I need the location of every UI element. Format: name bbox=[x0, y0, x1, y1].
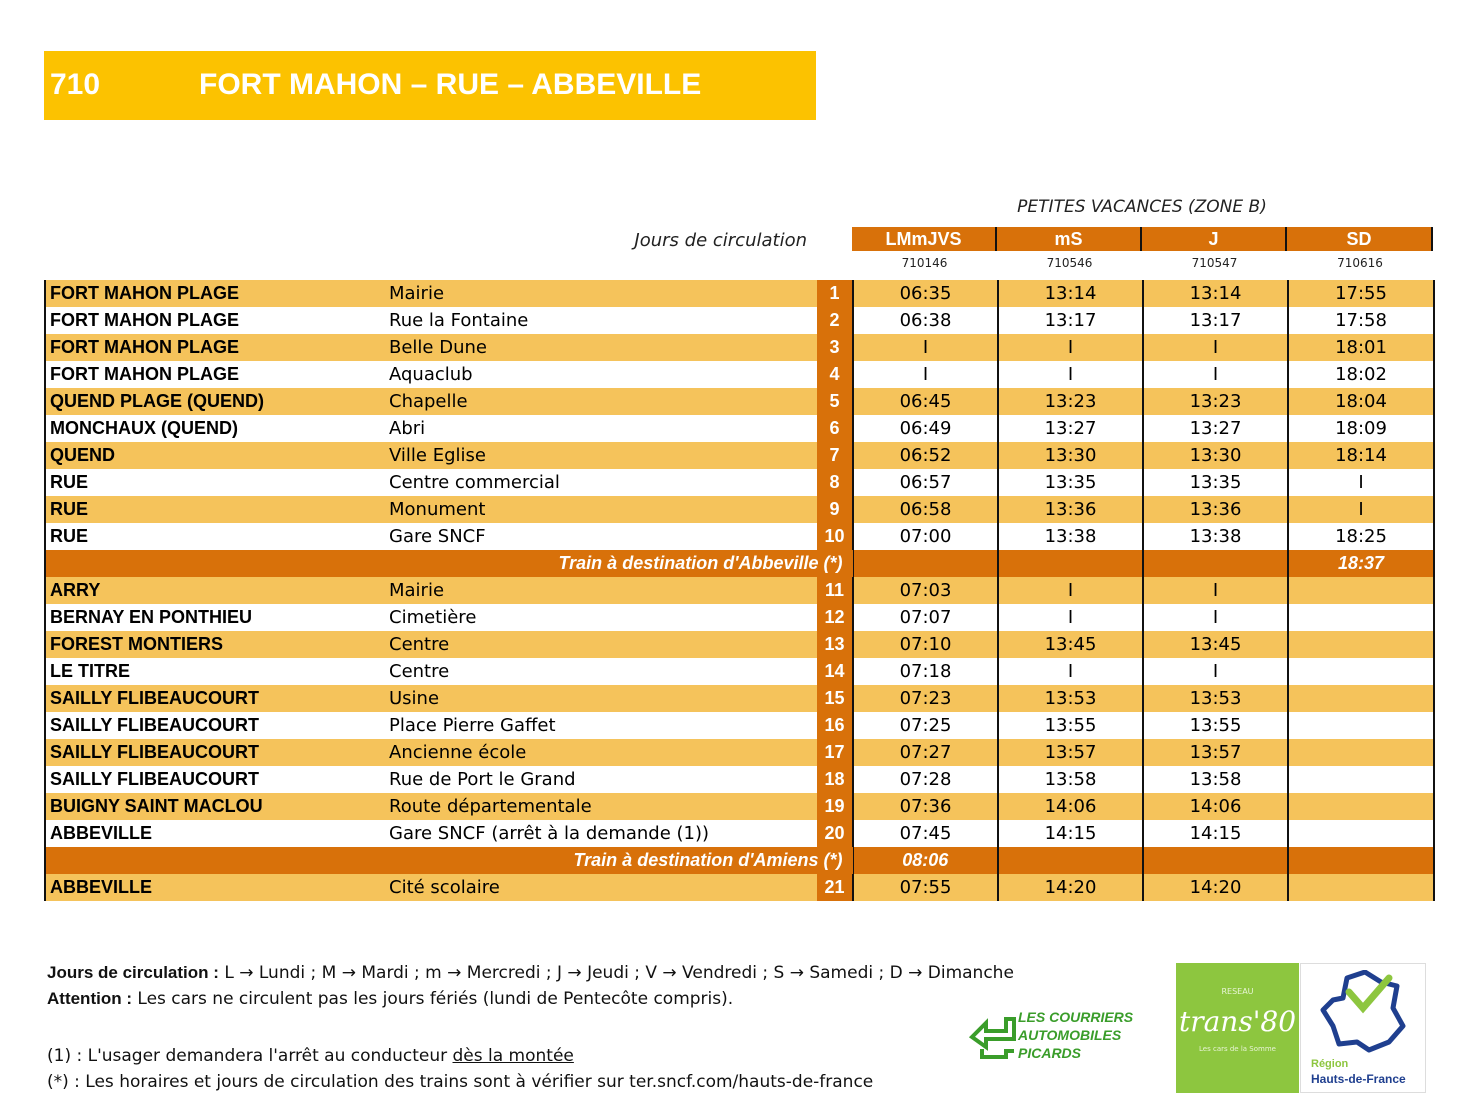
days-legend-text: L → Lundi ; M → Mardi ; m → Mercredi ; J → Jeudi ; V → Vendredi ; S → Samedi ; D → Dimanche bbox=[224, 963, 1014, 983]
commune-name: FORT MAHON PLAGE bbox=[45, 361, 387, 388]
departure-time: 07:00 bbox=[853, 523, 998, 550]
commune-name: ARRY bbox=[45, 577, 387, 604]
departure-time: I bbox=[998, 658, 1143, 685]
commune-name: FORT MAHON PLAGE bbox=[45, 334, 387, 361]
days-legend bbox=[47, 963, 1014, 983]
commune-name: QUEND PLAGE (QUEND) bbox=[45, 388, 387, 415]
trans80-tagline: Les cars de la Somme bbox=[1199, 1045, 1276, 1053]
departure-time: 07:36 bbox=[853, 793, 998, 820]
departure-time: 13:38 bbox=[1143, 523, 1288, 550]
departure-time: I bbox=[853, 334, 998, 361]
column-trip-code: 710146 bbox=[901, 256, 948, 270]
departure-time: 07:07 bbox=[853, 604, 998, 631]
stop-number: 11 bbox=[817, 577, 853, 604]
footnote-1-underline: dès la montée bbox=[452, 1046, 574, 1066]
departure-time: 07:10 bbox=[853, 631, 998, 658]
departure-time: 14:15 bbox=[998, 820, 1143, 847]
departure-time: I bbox=[1143, 604, 1288, 631]
departure-time bbox=[1288, 604, 1434, 631]
stop-number: 13 bbox=[817, 631, 853, 658]
departure-time bbox=[1288, 712, 1434, 739]
trans80-network: RESEAU bbox=[1221, 987, 1254, 996]
footnote-1 bbox=[47, 1046, 574, 1066]
departure-time: 13:14 bbox=[998, 280, 1143, 307]
stop-number: 9 bbox=[817, 496, 853, 523]
commune-name: ABBEVILLE bbox=[45, 874, 387, 901]
departure-time bbox=[1288, 820, 1434, 847]
departure-time: 06:35 bbox=[853, 280, 998, 307]
stop-number: 14 bbox=[817, 658, 853, 685]
departure-time: 07:03 bbox=[853, 577, 998, 604]
table-row bbox=[45, 685, 1434, 712]
departure-time: 18:25 bbox=[1288, 523, 1434, 550]
stop-name: Chapelle bbox=[387, 388, 817, 415]
stop-name: Ancienne école bbox=[387, 739, 817, 766]
table-row bbox=[45, 307, 1434, 334]
departure-time: 06:52 bbox=[853, 442, 998, 469]
stop-name: Cimetière bbox=[387, 604, 817, 631]
departure-time: 14:06 bbox=[998, 793, 1143, 820]
departure-time bbox=[1288, 631, 1434, 658]
departure-time: 18:01 bbox=[1288, 334, 1434, 361]
departure-time bbox=[853, 550, 998, 577]
departure-time: 13:17 bbox=[1143, 307, 1288, 334]
stop-name: Centre bbox=[387, 631, 817, 658]
departure-time: 07:18 bbox=[853, 658, 998, 685]
stop-number: 5 bbox=[817, 388, 853, 415]
stop-number: 19 bbox=[817, 793, 853, 820]
departure-time: 07:27 bbox=[853, 739, 998, 766]
train-connection-label: Train à destination d'Abbeville (*) bbox=[45, 550, 853, 577]
stop-name: Usine bbox=[387, 685, 817, 712]
departure-time: I bbox=[1288, 469, 1434, 496]
departure-time: 13:58 bbox=[998, 766, 1143, 793]
departure-time: 13:27 bbox=[998, 415, 1143, 442]
departure-time: I bbox=[1143, 577, 1288, 604]
departure-time bbox=[998, 550, 1143, 577]
column-days-header: J bbox=[1142, 227, 1287, 251]
departure-time: 13:45 bbox=[998, 631, 1143, 658]
stop-name: Route départementale bbox=[387, 793, 817, 820]
stop-number: 12 bbox=[817, 604, 853, 631]
table-row bbox=[45, 766, 1434, 793]
stop-name: Abri bbox=[387, 415, 817, 442]
trans80-logo bbox=[1176, 963, 1299, 1093]
stop-name: Belle Dune bbox=[387, 334, 817, 361]
table-row bbox=[45, 388, 1434, 415]
departure-time: 13:35 bbox=[1143, 469, 1288, 496]
departure-time: 14:20 bbox=[998, 874, 1143, 901]
commune-name: RUE bbox=[45, 496, 387, 523]
departure-time: I bbox=[853, 361, 998, 388]
departure-time: 13:27 bbox=[1143, 415, 1288, 442]
table-row bbox=[45, 496, 1434, 523]
column-days-header: LMmJVS bbox=[852, 227, 997, 251]
departure-time: I bbox=[998, 604, 1143, 631]
departure-time: 06:49 bbox=[853, 415, 998, 442]
stop-name: Rue de Port le Grand bbox=[387, 766, 817, 793]
departure-time: 13:36 bbox=[1143, 496, 1288, 523]
commune-name: QUEND bbox=[45, 442, 387, 469]
attention-text: Les cars ne circulent pas les jours fériés (lundi de Pentecôte compris). bbox=[137, 989, 734, 1009]
departure-time: 07:55 bbox=[853, 874, 998, 901]
departure-time: I bbox=[1143, 658, 1288, 685]
departure-time: 06:38 bbox=[853, 307, 998, 334]
stop-name: Mairie bbox=[387, 577, 817, 604]
departure-time: 13:53 bbox=[998, 685, 1143, 712]
column-trip-code: 710616 bbox=[1337, 256, 1383, 270]
footnote-2: (*) : Les horaires et jours de circulation des trains sont à vérifier sur ter.sncf.com/hauts-de-france bbox=[47, 1072, 874, 1092]
days-label: Jours de circulation bbox=[634, 230, 807, 251]
departure-time: 14:20 bbox=[1143, 874, 1288, 901]
commune-name: LE TITRE bbox=[45, 658, 387, 685]
departure-time: 18:14 bbox=[1288, 442, 1434, 469]
departure-time: 13:23 bbox=[998, 388, 1143, 415]
lcap-arrows-icon bbox=[962, 1007, 1022, 1063]
table-row bbox=[45, 577, 1434, 604]
stop-name: Centre bbox=[387, 658, 817, 685]
commune-name: SAILLY FLIBEAUCOURT bbox=[45, 712, 387, 739]
departure-time bbox=[1288, 793, 1434, 820]
departure-time bbox=[998, 847, 1143, 874]
departure-time: I bbox=[1143, 361, 1288, 388]
stop-number: 21 bbox=[817, 874, 853, 901]
departure-time: 07:23 bbox=[853, 685, 998, 712]
departure-time bbox=[1288, 766, 1434, 793]
departure-time: 13:30 bbox=[998, 442, 1143, 469]
departure-time: 13:17 bbox=[998, 307, 1143, 334]
departure-time: 14:15 bbox=[1143, 820, 1288, 847]
table-row bbox=[45, 442, 1434, 469]
departure-time: 18:09 bbox=[1288, 415, 1434, 442]
column-trip-code: 710546 bbox=[1046, 256, 1093, 270]
departure-time: 06:57 bbox=[853, 469, 998, 496]
departure-time bbox=[1143, 550, 1288, 577]
departure-time bbox=[1143, 847, 1288, 874]
table-row bbox=[45, 793, 1434, 820]
departure-time bbox=[1288, 847, 1434, 874]
departure-time: 07:45 bbox=[853, 820, 998, 847]
departure-time: 13:30 bbox=[1143, 442, 1288, 469]
commune-name: SAILLY FLIBEAUCOURT bbox=[45, 739, 387, 766]
lcap-line: PICARDS bbox=[1018, 1045, 1082, 1061]
departure-time: 18:37 bbox=[1288, 550, 1434, 577]
departure-time: 13:35 bbox=[998, 469, 1143, 496]
train-connection-label: Train à destination d'Amiens (*) bbox=[45, 847, 853, 874]
stop-name: Ville Eglise bbox=[387, 442, 817, 469]
region-logo bbox=[1300, 963, 1426, 1093]
departure-time: I bbox=[998, 361, 1143, 388]
departure-time: 13:57 bbox=[998, 739, 1143, 766]
stop-name: Gare SNCF bbox=[387, 523, 817, 550]
commune-name: FORT MAHON PLAGE bbox=[45, 307, 387, 334]
commune-name: FORT MAHON PLAGE bbox=[45, 280, 387, 307]
train-connection-row bbox=[45, 550, 1434, 577]
line-number: 710 bbox=[50, 68, 101, 101]
table-row bbox=[45, 739, 1434, 766]
table-row bbox=[45, 631, 1434, 658]
departure-time: 13:14 bbox=[1143, 280, 1288, 307]
stop-name: Aquaclub bbox=[387, 361, 817, 388]
line-name: FORT MAHON – RUE – ABBEVILLE bbox=[199, 68, 702, 101]
attention-title: Attention : bbox=[47, 989, 132, 1008]
stop-number: 16 bbox=[817, 712, 853, 739]
commune-name: SAILLY FLIBEAUCOURT bbox=[45, 766, 387, 793]
departure-time: 07:28 bbox=[853, 766, 998, 793]
commune-name: MONCHAUX (QUEND) bbox=[45, 415, 387, 442]
table-row bbox=[45, 280, 1434, 307]
table-row bbox=[45, 523, 1434, 550]
stop-number: 6 bbox=[817, 415, 853, 442]
table-row bbox=[45, 820, 1434, 847]
commune-name: ABBEVILLE bbox=[45, 820, 387, 847]
column-days-header: mS bbox=[997, 227, 1142, 251]
column-days-header: SD bbox=[1287, 227, 1433, 251]
departure-time: 13:38 bbox=[998, 523, 1143, 550]
stop-number: 15 bbox=[817, 685, 853, 712]
departure-time: 17:55 bbox=[1288, 280, 1434, 307]
stop-name: Rue la Fontaine bbox=[387, 307, 817, 334]
departure-time: I bbox=[1288, 496, 1434, 523]
commune-name: FOREST MONTIERS bbox=[45, 631, 387, 658]
table-row bbox=[45, 874, 1434, 901]
table-row bbox=[45, 712, 1434, 739]
departure-time: 06:58 bbox=[853, 496, 998, 523]
departure-time: 08:06 bbox=[853, 847, 998, 874]
departure-time: 13:36 bbox=[998, 496, 1143, 523]
timetable bbox=[44, 280, 1435, 901]
departure-time: I bbox=[1143, 334, 1288, 361]
trans80-name: trans'80 bbox=[1178, 1005, 1297, 1038]
departure-time: 17:58 bbox=[1288, 307, 1434, 334]
period-label: PETITES VACANCES (ZONE B) bbox=[1017, 197, 1267, 217]
stop-name: Mairie bbox=[387, 280, 817, 307]
commune-name: SAILLY FLIBEAUCOURT bbox=[45, 685, 387, 712]
departure-time bbox=[1288, 685, 1434, 712]
table-row bbox=[45, 658, 1434, 685]
table-row bbox=[45, 361, 1434, 388]
stop-number: 18 bbox=[817, 766, 853, 793]
commune-name: RUE bbox=[45, 469, 387, 496]
table-row bbox=[45, 469, 1434, 496]
region-line2: Hauts-de-France bbox=[1311, 1072, 1406, 1086]
departure-time: I bbox=[998, 334, 1143, 361]
region-line1: Région bbox=[1311, 1058, 1349, 1070]
attention-note bbox=[47, 989, 733, 1009]
departure-time: 13:55 bbox=[1143, 712, 1288, 739]
departure-time: 14:06 bbox=[1143, 793, 1288, 820]
france-map-icon bbox=[1319, 970, 1409, 1056]
train-connection-row bbox=[45, 847, 1434, 874]
departure-time: 13:55 bbox=[998, 712, 1143, 739]
stop-name: Cité scolaire bbox=[387, 874, 817, 901]
stop-number: 2 bbox=[817, 307, 853, 334]
days-legend-title: Jours de circulation : bbox=[47, 963, 219, 982]
lcap-line: LES COURRIERS bbox=[1018, 1009, 1134, 1025]
stop-number: 4 bbox=[817, 361, 853, 388]
footnote-1-text: (1) : L'usager demandera l'arrêt au conducteur bbox=[47, 1046, 453, 1066]
departure-time: 13:58 bbox=[1143, 766, 1288, 793]
departure-time: 13:57 bbox=[1143, 739, 1288, 766]
lcap-logo-text bbox=[1018, 1008, 1133, 1062]
stop-number: 7 bbox=[817, 442, 853, 469]
departure-time: 18:04 bbox=[1288, 388, 1434, 415]
stop-number: 8 bbox=[817, 469, 853, 496]
commune-name: BUIGNY SAINT MACLOU bbox=[45, 793, 387, 820]
column-trip-code: 710547 bbox=[1191, 256, 1238, 270]
departure-time bbox=[1288, 874, 1434, 901]
departure-time: 18:02 bbox=[1288, 361, 1434, 388]
stop-number: 3 bbox=[817, 334, 853, 361]
departure-time: 07:25 bbox=[853, 712, 998, 739]
lcap-line: AUTOMOBILES bbox=[1018, 1027, 1122, 1043]
departure-time: I bbox=[998, 577, 1143, 604]
stop-name: Monument bbox=[387, 496, 817, 523]
departure-time: 13:53 bbox=[1143, 685, 1288, 712]
table-row bbox=[45, 604, 1434, 631]
table-row bbox=[45, 334, 1434, 361]
commune-name: BERNAY EN PONTHIEU bbox=[45, 604, 387, 631]
departure-time: 06:45 bbox=[853, 388, 998, 415]
table-row bbox=[45, 415, 1434, 442]
stop-name: Gare SNCF (arrêt à la demande (1)) bbox=[387, 820, 817, 847]
departure-time bbox=[1288, 658, 1434, 685]
line-title-bar bbox=[44, 51, 816, 120]
stop-number: 17 bbox=[817, 739, 853, 766]
stop-name: Centre commercial bbox=[387, 469, 817, 496]
departure-time bbox=[1288, 739, 1434, 766]
stop-number: 1 bbox=[817, 280, 853, 307]
departure-time: 13:45 bbox=[1143, 631, 1288, 658]
stop-number: 10 bbox=[817, 523, 853, 550]
stop-number: 20 bbox=[817, 820, 853, 847]
commune-name: RUE bbox=[45, 523, 387, 550]
stop-name: Place Pierre Gaffet bbox=[387, 712, 817, 739]
departure-time bbox=[1288, 577, 1434, 604]
departure-time: 13:23 bbox=[1143, 388, 1288, 415]
